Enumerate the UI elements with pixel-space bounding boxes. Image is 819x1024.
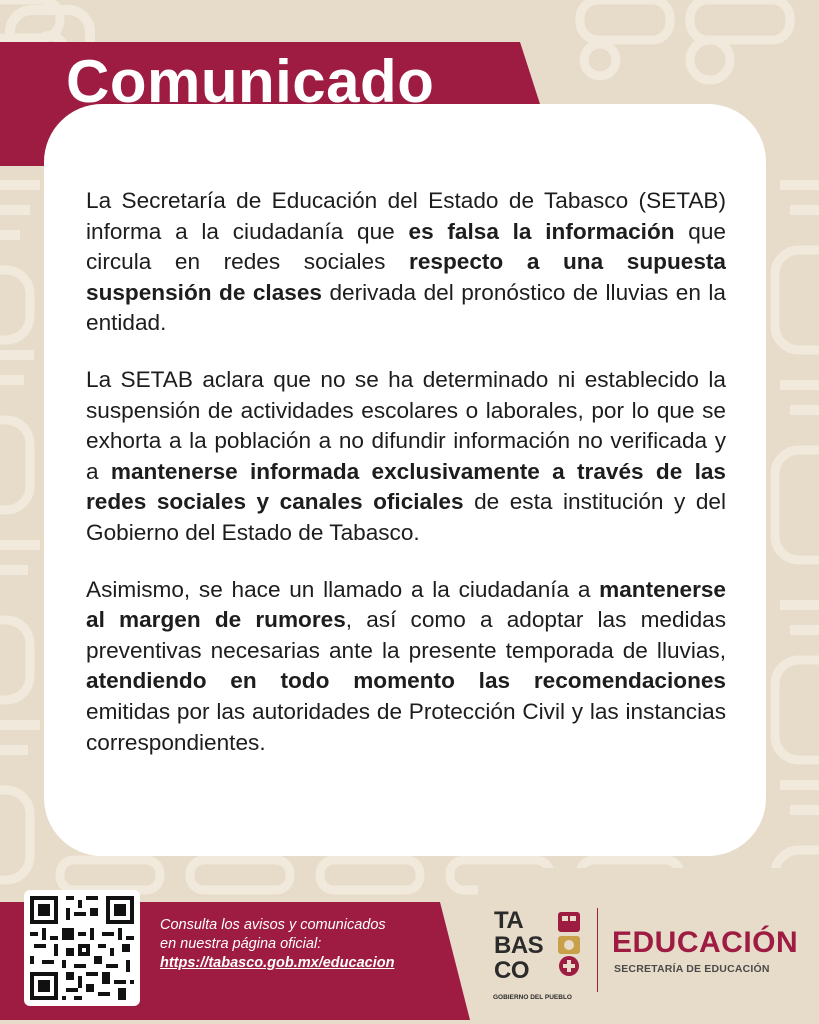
- emphasis-text: mantenerse informada exclusivamente a través de las redes sociales y canales oficiales: [86, 458, 726, 515]
- body-text: La Secretaría de Educación del Estado de Tabasco (SETAB) informa a la ciudadanía que: [86, 188, 726, 244]
- tabasco-ta: TA: [494, 907, 524, 934]
- tabasco-bas: BAS: [494, 932, 544, 959]
- body-text: emitidas por las autoridades de Protección Civil y las instancias correspondientes.: [86, 698, 726, 755]
- announcement-card: [44, 104, 766, 856]
- emphasis-text: es falsa la información: [408, 218, 675, 244]
- website-link[interactable]: https://tabasco.gob.mx/educacion: [160, 955, 395, 971]
- body-text: La SETAB aclara que no se ha determinado ni establecido la suspensión de actividades escolares o laborales, por lo que se exhorta a la población a no difundir información no verificada y a: [86, 366, 726, 484]
- body-text: Asimismo, se hace un llamado a la ciudadanía a: [86, 576, 600, 602]
- body-text: de esta institución y del Gobierno del Estado de Tabasco.: [86, 489, 726, 545]
- gobierno-label: GOBIERNO DEL PUEBLO: [493, 994, 572, 1001]
- paragraph-1: [86, 186, 726, 339]
- emphasis-text: respecto a una supuesta suspensión de clases: [86, 249, 726, 305]
- logo-divider: [597, 908, 598, 992]
- body-text: derivada del pronóstico de lluvias en la entidad.: [86, 279, 726, 336]
- body-text: que circula en redes sociales: [86, 218, 726, 275]
- emphasis-text: atendiendo en todo momento las recomendaciones: [86, 668, 726, 694]
- consult-line-1: Consulta los avisos y comunicados: [160, 917, 386, 933]
- educacion-title: EDUCACIÓN: [612, 926, 799, 959]
- paragraph-2: [86, 365, 726, 549]
- tabasco-logo-icon: [556, 910, 584, 978]
- emphasis-text: mantenerse al margen de rumores: [86, 576, 726, 633]
- consult-line-2: en nuestra página oficial:: [160, 936, 322, 952]
- paragraph-3: [86, 575, 726, 759]
- page-title: Comunicado: [66, 48, 435, 115]
- consult-text: [160, 916, 440, 973]
- body-text: , así como a adoptar las medidas preventivas necesarias ante la presente temporada de lluvias,: [86, 607, 726, 663]
- tabasco-logo: [494, 908, 584, 1000]
- qr-code-icon[interactable]: [24, 890, 140, 1006]
- secretaria-label: SECRETARÍA DE EDUCACIÓN: [614, 963, 770, 975]
- tabasco-co: CO: [494, 957, 529, 984]
- date-label: Lunes 12 de enero de 2026.: [72, 122, 348, 147]
